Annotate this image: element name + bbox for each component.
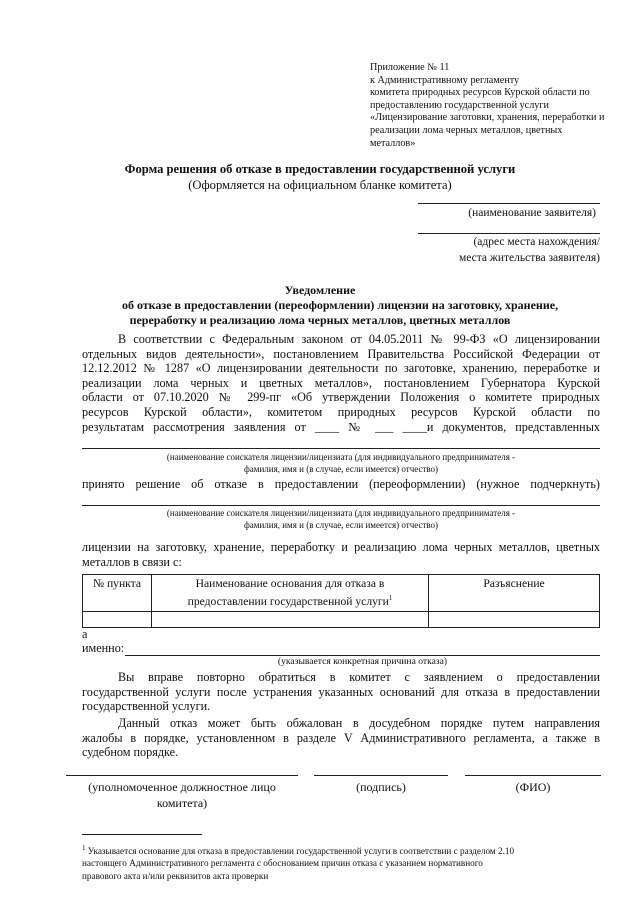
reapply-line: Вы вправе повторно обратиться в комитет с заявлением о предоставлении	[118, 670, 600, 684]
name-label: (ФИО)	[515, 780, 551, 794]
footnote-line: Указывается основание для отказа в предоставлении государственной услуги в соответствии с разделом 2.10	[87, 846, 515, 857]
namely-caption: (указывается конкретная причина отказа)	[277, 656, 448, 667]
col-header-ground	[152, 575, 429, 612]
namely-label: именно:	[82, 641, 125, 655]
appeal-line: Данный отказ может быть обжалован в досудебном порядке путем направления	[118, 716, 600, 730]
appeal-line: жалобы в порядке, установленном в разделе V Административного регламента, а также в	[82, 730, 600, 745]
applicant-fill-line[interactable]	[82, 448, 600, 449]
footnote-divider	[82, 834, 202, 835]
name-line[interactable]	[465, 775, 601, 776]
applicant-caption: фамилия, имя и (в случае, если имеется) отчество)	[243, 464, 439, 474]
footnote-line: правового акта и/или реквизитов акта проверки	[82, 870, 269, 881]
applicant-caption: (наименование соискателя лицензии/лицензиата (для индивидуального предпринимателя -	[166, 508, 516, 518]
appendix-line: комитета природных ресурсов Курской области по	[370, 87, 590, 99]
body-line: В соответствии с Федеральным законом от 04.05.2011 № 99-ФЗ «О лицензировании	[118, 332, 600, 346]
license-line: лицензии на заготовку, хранение, переработку и реализацию лома черных металлов, цветных	[82, 540, 600, 554]
notice-subheading: переработку и реализацию лома черных металлов, цветных металлов	[129, 313, 511, 327]
col-header-item-number: № пункта	[83, 575, 152, 612]
col-header-explanation: Разъяснение	[429, 575, 600, 612]
applicant-name-label: (наименование заявителя)	[468, 207, 596, 219]
table-cell[interactable]	[429, 611, 600, 627]
reapply-paragraph	[82, 670, 600, 714]
table-cell[interactable]	[83, 611, 152, 627]
notice-subheading: об отказе в предоставлении (переоформлении) лицензии на заготовку, хранение,	[121, 298, 559, 312]
appendix-line: к Административному регламенту	[370, 74, 520, 86]
col-header-ground-line: Наименование основания для отказа в	[195, 577, 385, 590]
footnote-ref: 1	[388, 594, 393, 602]
applicant-name-line[interactable]	[418, 203, 600, 204]
appendix-line: Приложение № 11	[370, 62, 450, 73]
body-line: реализации лома черных и цветных металлов», постановлением Губернатора Курской	[82, 375, 600, 390]
footnote-line: настоящего Административного регламента с обоснованием причин отказа с указанием нормативного	[82, 858, 483, 869]
body-line: результатам рассмотрения заявления от ____ № ___ ____и документов, представленных	[82, 419, 600, 434]
form-title: Форма решения об отказе в предоставлении государственной услуги	[124, 162, 516, 176]
license-line: металлов в связи с:	[82, 554, 182, 569]
footnote	[82, 842, 602, 882]
reapply-line: государственной услуги после устранения указанных оснований для отказа в предоставлении	[82, 684, 600, 699]
signature-label: (подпись)	[356, 780, 406, 794]
col-header-ground-line: предоставлении государственной услуги	[187, 594, 389, 608]
applicant-caption: фамилия, имя и (в случае, если имеется) отчество)	[243, 520, 439, 530]
signature-line[interactable]	[314, 775, 448, 776]
a-label: а	[82, 627, 88, 641]
body-line: 12.12.2012 № 1287 «О лицензировании деятельности по заготовке, хранению, переработке и	[82, 361, 600, 376]
official-label: комитета)	[156, 796, 208, 810]
applicant-address-label: места жительства заявителя)	[458, 252, 600, 264]
appendix-line: предоставлению государственной услуги	[370, 99, 550, 111]
footnote-mark: 1	[82, 844, 86, 852]
applicant-caption: (наименование соискателя лицензии/лицензиата (для индивидуального предпринимателя -	[166, 452, 516, 462]
table-cell[interactable]	[152, 611, 429, 627]
decision-line: принято решение об отказе в предоставлении (переоформлении) (нужное подчеркнуть)	[82, 477, 600, 491]
appendix-line: «Лицензирование заготовки, хранения, переработки и	[370, 112, 605, 124]
official-label: (уполномоченное должностное лицо	[88, 780, 276, 794]
form-subtitle: (Оформляется на официальном бланке комитета)	[188, 178, 452, 192]
body-paragraph	[82, 332, 600, 434]
applicant-address-label: (адрес места нахождения/	[473, 236, 600, 248]
notice-heading: Уведомление	[284, 283, 356, 297]
appendix-line: реализации лома черных металлов, цветных	[370, 124, 563, 136]
official-signature-line[interactable]	[66, 775, 298, 776]
applicant-address-line[interactable]	[418, 233, 600, 234]
refusal-grounds-table	[82, 574, 600, 628]
body-line: ресурсов Курской области», комитетом природных ресурсов Курской области по	[82, 404, 600, 419]
reapply-line: государственной услуги.	[82, 699, 211, 714]
license-paragraph	[82, 540, 600, 569]
appendix-header	[370, 62, 630, 150]
body-line: области от 07.10.2020 № 299-пг «Об утверждении Положения о комитете природных	[82, 390, 600, 405]
body-line: отдельных видов деятельности», постановлением Правительства Российской Федерации от	[82, 346, 600, 361]
appeal-paragraph	[82, 716, 600, 760]
appeal-line: судебном порядке.	[82, 745, 179, 760]
decision-paragraph	[82, 477, 600, 492]
applicant-fill-line[interactable]	[82, 505, 600, 506]
appendix-line: металлов»	[370, 137, 416, 149]
